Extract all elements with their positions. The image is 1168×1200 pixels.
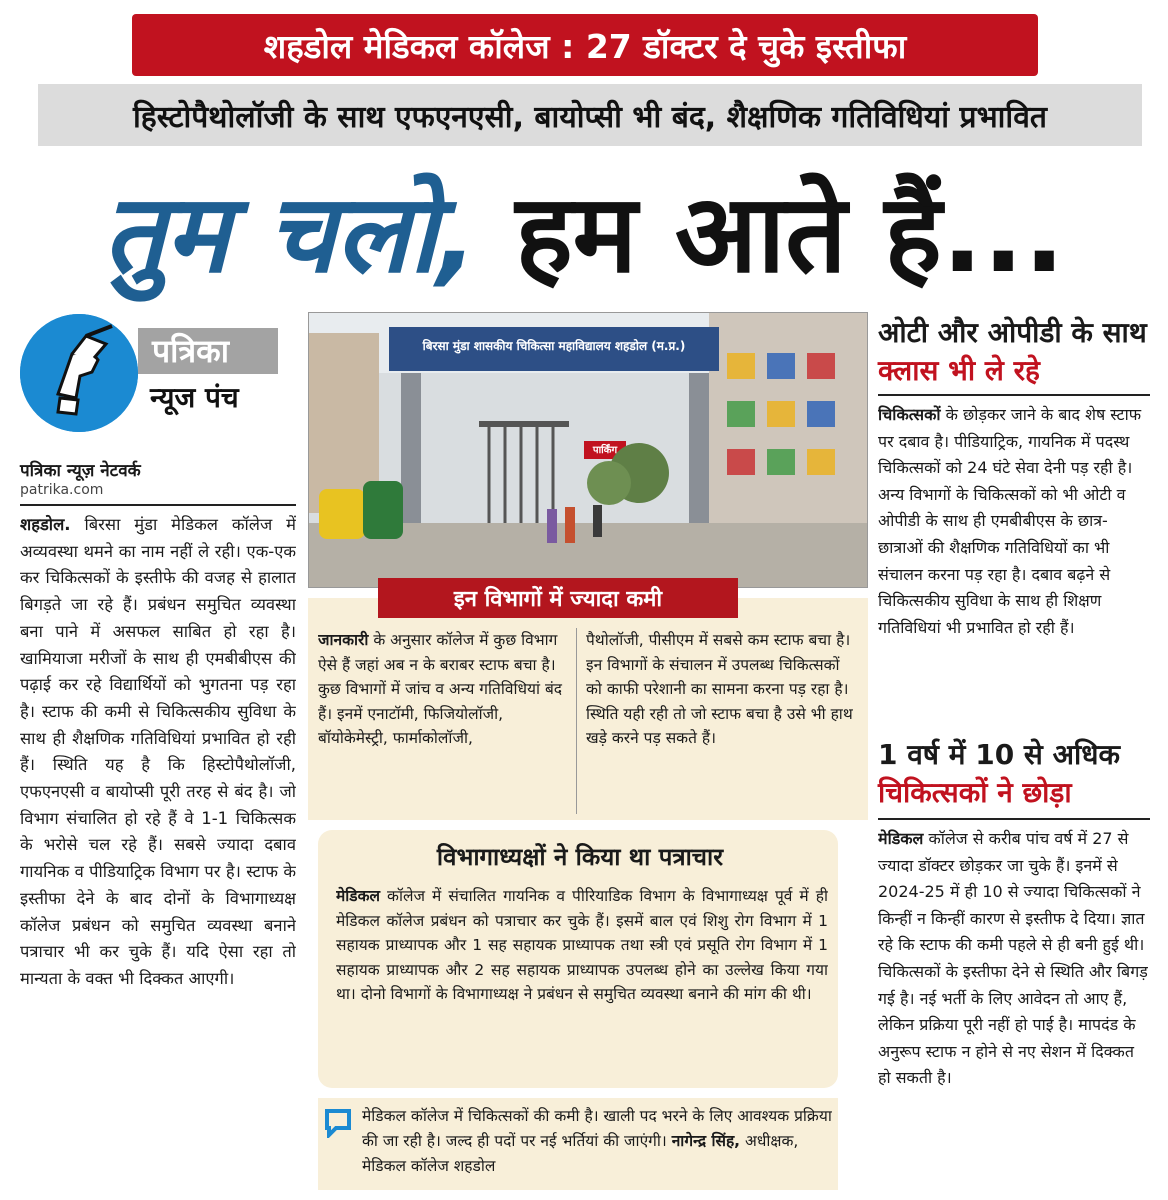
subheadline-bar — [38, 84, 1142, 146]
right-heading-1 — [878, 314, 1150, 390]
patrachar-text: कॉलेज में संचालित गायनिक व पीरियाडिक विभाग के विभागाध्यक्ष पूर्व में ही मेडिकल कॉलेज प्रबंधन को पत्राचार कर चुके हैं। इसमें बाल एवं शिशु रोग विभाग में 1 सहायक प्राध्यापक और 1 सह सहायक प्राध्यापक तथा स्त्री एवं प्रसूति रोग विभाग में 1 सहायक प्राध्यापक और 2 सह सहायक प्राध्यापक उपलब्ध होने का उल्लेख किया गया था। दोनो विभागों के विभागाध्यक्ष ने प्रबंधन से समुचित व्यवस्था बनाने की मांग की थी। — [336, 887, 828, 1004]
banner-text: शहडोल मेडिकल कॉलेज : 27 डॉक्टर दे चुके इस्तीफा — [263, 26, 907, 66]
right-heading-2 — [878, 736, 1150, 812]
right-divider-1 — [878, 394, 1150, 396]
quote-designation: अधीक्षक, मेडिकल कॉलेज शहडोल — [362, 1132, 799, 1175]
column-divider — [576, 628, 577, 814]
patrika-news-punch-logo — [20, 314, 290, 432]
patrachar-heading: विभागाध्यक्षों ने किया था पत्राचार — [436, 843, 724, 871]
quote-text: मेडिकल कॉलेज में चिकित्सकों की कमी है। खाली पद भरने के लिए आवश्यक प्रक्रिया की जा रही है। जल्द ही पदों पर नई भर्तियां की जाएंगी। — [362, 1107, 832, 1150]
departments-col1-text: के अनुसार कॉलेज में कुछ विभाग ऐसे हैं जहां अब न के बराबर स्टाफ बचा है। कुछ विभागों में जांच व अन्य गतिविधियां बंद हैं। इनमें एनाटॉमी, फिजियोलॉजी, बॉयोकेमेस्ट्री, फार्माकोलॉजी, — [318, 631, 563, 747]
patrachar-lead: मेडिकल — [336, 887, 380, 905]
headline-part2: हम आते हैं... — [515, 172, 1065, 297]
right-heading-1a: ओटी और ओपीडी के साथ — [878, 316, 1147, 349]
departments-heading: इन विभागों में ज्यादा कमी — [378, 578, 738, 618]
quote-author: नागेन्द्र सिंह, — [671, 1132, 741, 1150]
departments-lead: जानकारी — [318, 631, 369, 649]
photo-parking-sign: पार्किंग — [592, 445, 618, 456]
departments-col2: पैथोलॉजी, पीसीएम में सबसे कम स्टाफ बचा है। इन विभागों के संचालन में उपलब्ध चिकित्सकों को काफी परेशानी का सामना करना पड़ रहा है। स्थिति यही रही तो जो स्टाफ बचा है उसे भी हाथ खड़े करने पड़ सकते हैं। — [586, 631, 853, 747]
right-heading-2a: 1 वर्ष में 10 से अधिक — [878, 738, 1120, 771]
byline: पत्रिका न्यूज़ नेटवर्क — [20, 461, 141, 481]
patrachar-body — [336, 884, 828, 1084]
right-lead-2: मेडिकल — [878, 829, 924, 848]
left-lead-word: शहडोल. — [20, 515, 71, 534]
logo-subtitle: न्यूज पंच — [150, 381, 239, 414]
right-text-1: के छोड़कर जाने के बाद शेष स्टाफ पर दबाव है। पीडियाट्रिक, गायनिक में पदस्थ चिकित्सकों को 24 घंटे सेवा देनी पड़ रही है। अन्य विभागों के चिकित्सकों को भी ओटी व ओपीडी के साथ ही एमबीबीएस के छात्र-छात्राओं की शैक्षणिक गतिविधियों का भी संचालन करना पड़ रहा है। दबाव बढ़ने से चिकित्सकीय सुविधा के साथ ही शिक्षण गतिविधियां भी प्रभावित हो रही हैं। — [878, 405, 1142, 637]
logo-text-box — [138, 328, 288, 424]
headline-part1: तुम चलो, — [103, 172, 478, 297]
right-body-1 — [878, 402, 1150, 732]
right-heading-1b: क्लास भी ले रहे — [878, 354, 1040, 387]
quote-body — [362, 1104, 832, 1188]
left-article-body — [20, 512, 296, 1188]
subheadline-text: हिस्टोपैथोलॉजी के साथ एफएनएसी, बायोप्सी भी बंद, शैक्षणिक गतिविधियां प्रभावित — [133, 99, 1047, 135]
college-gate-photo — [308, 312, 868, 588]
fist-pen-icon — [20, 314, 138, 432]
right-text-2: कॉलेज से करीब पांच वर्ष में 27 से ज्यादा डॉक्टर छोड़कर जा चुके हैं। इनमें से 2024-25 में ही 10 से ज्यादा चिकित्सकों ने किन्हीं न किन्हीं कारण से इस्तीफ दे दिया। ज्ञात रहे कि स्टाफ की कमी पहले से ही बनी हुई थी। चिकित्सकों के इस्तीफा देने से स्थिति और बिगड़ गई है। नई भर्ती के लिए आवेदन तो आए हैं, लेकिन प्रक्रिया पूरी नहीं हो पाई है। मापदंड के अनुरूप स्टाफ न होने से नए सेशन में दिक्कत हो सकती है। — [878, 829, 1148, 1088]
quote-icon — [324, 1108, 352, 1138]
byline-site: patrika.com — [20, 482, 104, 498]
byline-divider — [20, 504, 296, 506]
departments-col1 — [318, 628, 568, 818]
right-heading-2b: चिकित्सकों ने छोड़ा — [878, 776, 1072, 809]
right-lead-1: चिकित्सकों — [878, 405, 941, 424]
main-headline — [0, 160, 1168, 310]
logo-title: पत्रिका — [138, 328, 278, 374]
right-divider-2 — [878, 818, 1150, 820]
left-body-text: बिरसा मुंडा मेडिकल कॉलेज में अव्यवस्था थमने का नाम नहीं ले रही। एक-एक कर चिकित्सकों के इस्तीफे की वजह से हालात बिगड़ते जा रहे हैं। प्रबंधन समुचित व्यवस्था बना पाने में असफल साबित हो रहा है। खामियाजा मरीजों के साथ ही एमबीबीएस की पढ़ाई कर रहे विद्यार्थियों को भुगतना पड़ रहा है। स्टाफ की कमी से चिकित्सकीय सुविधा के साथ ही शैक्षणिक गतिविधियां प्रभावित हो रही हैं। स्थिति यह है कि हिस्टोपैथोलॉजी, एफएनएसी व बायोप्सी पूरी तरह से बंद है। जो विभाग संचालित हो रहे हैं वे 1-1 चिकित्सक के भरोसे चल रहे हैं। सबसे ज्यादा दबाव गायनिक व पीडियाट्रिक विभाग पर है। स्टाफ के इस्तीफा देने के बाद दोनों के विभागाध्यक्ष कॉलेज प्रबंधन को समुचित व्यवस्था बनाने पत्राचार भी कर चुके हैं। यदि ऐसा रहा तो मान्यता के वक्त भी दिक्कत आएगी। — [20, 515, 296, 988]
top-banner — [132, 14, 1038, 76]
right-body-2 — [878, 826, 1150, 1190]
photo-gate-sign: बिरसा मुंडा शासकीय चिकित्सा महाविद्यालय शहडोल (म.प्र.) — [422, 339, 686, 353]
